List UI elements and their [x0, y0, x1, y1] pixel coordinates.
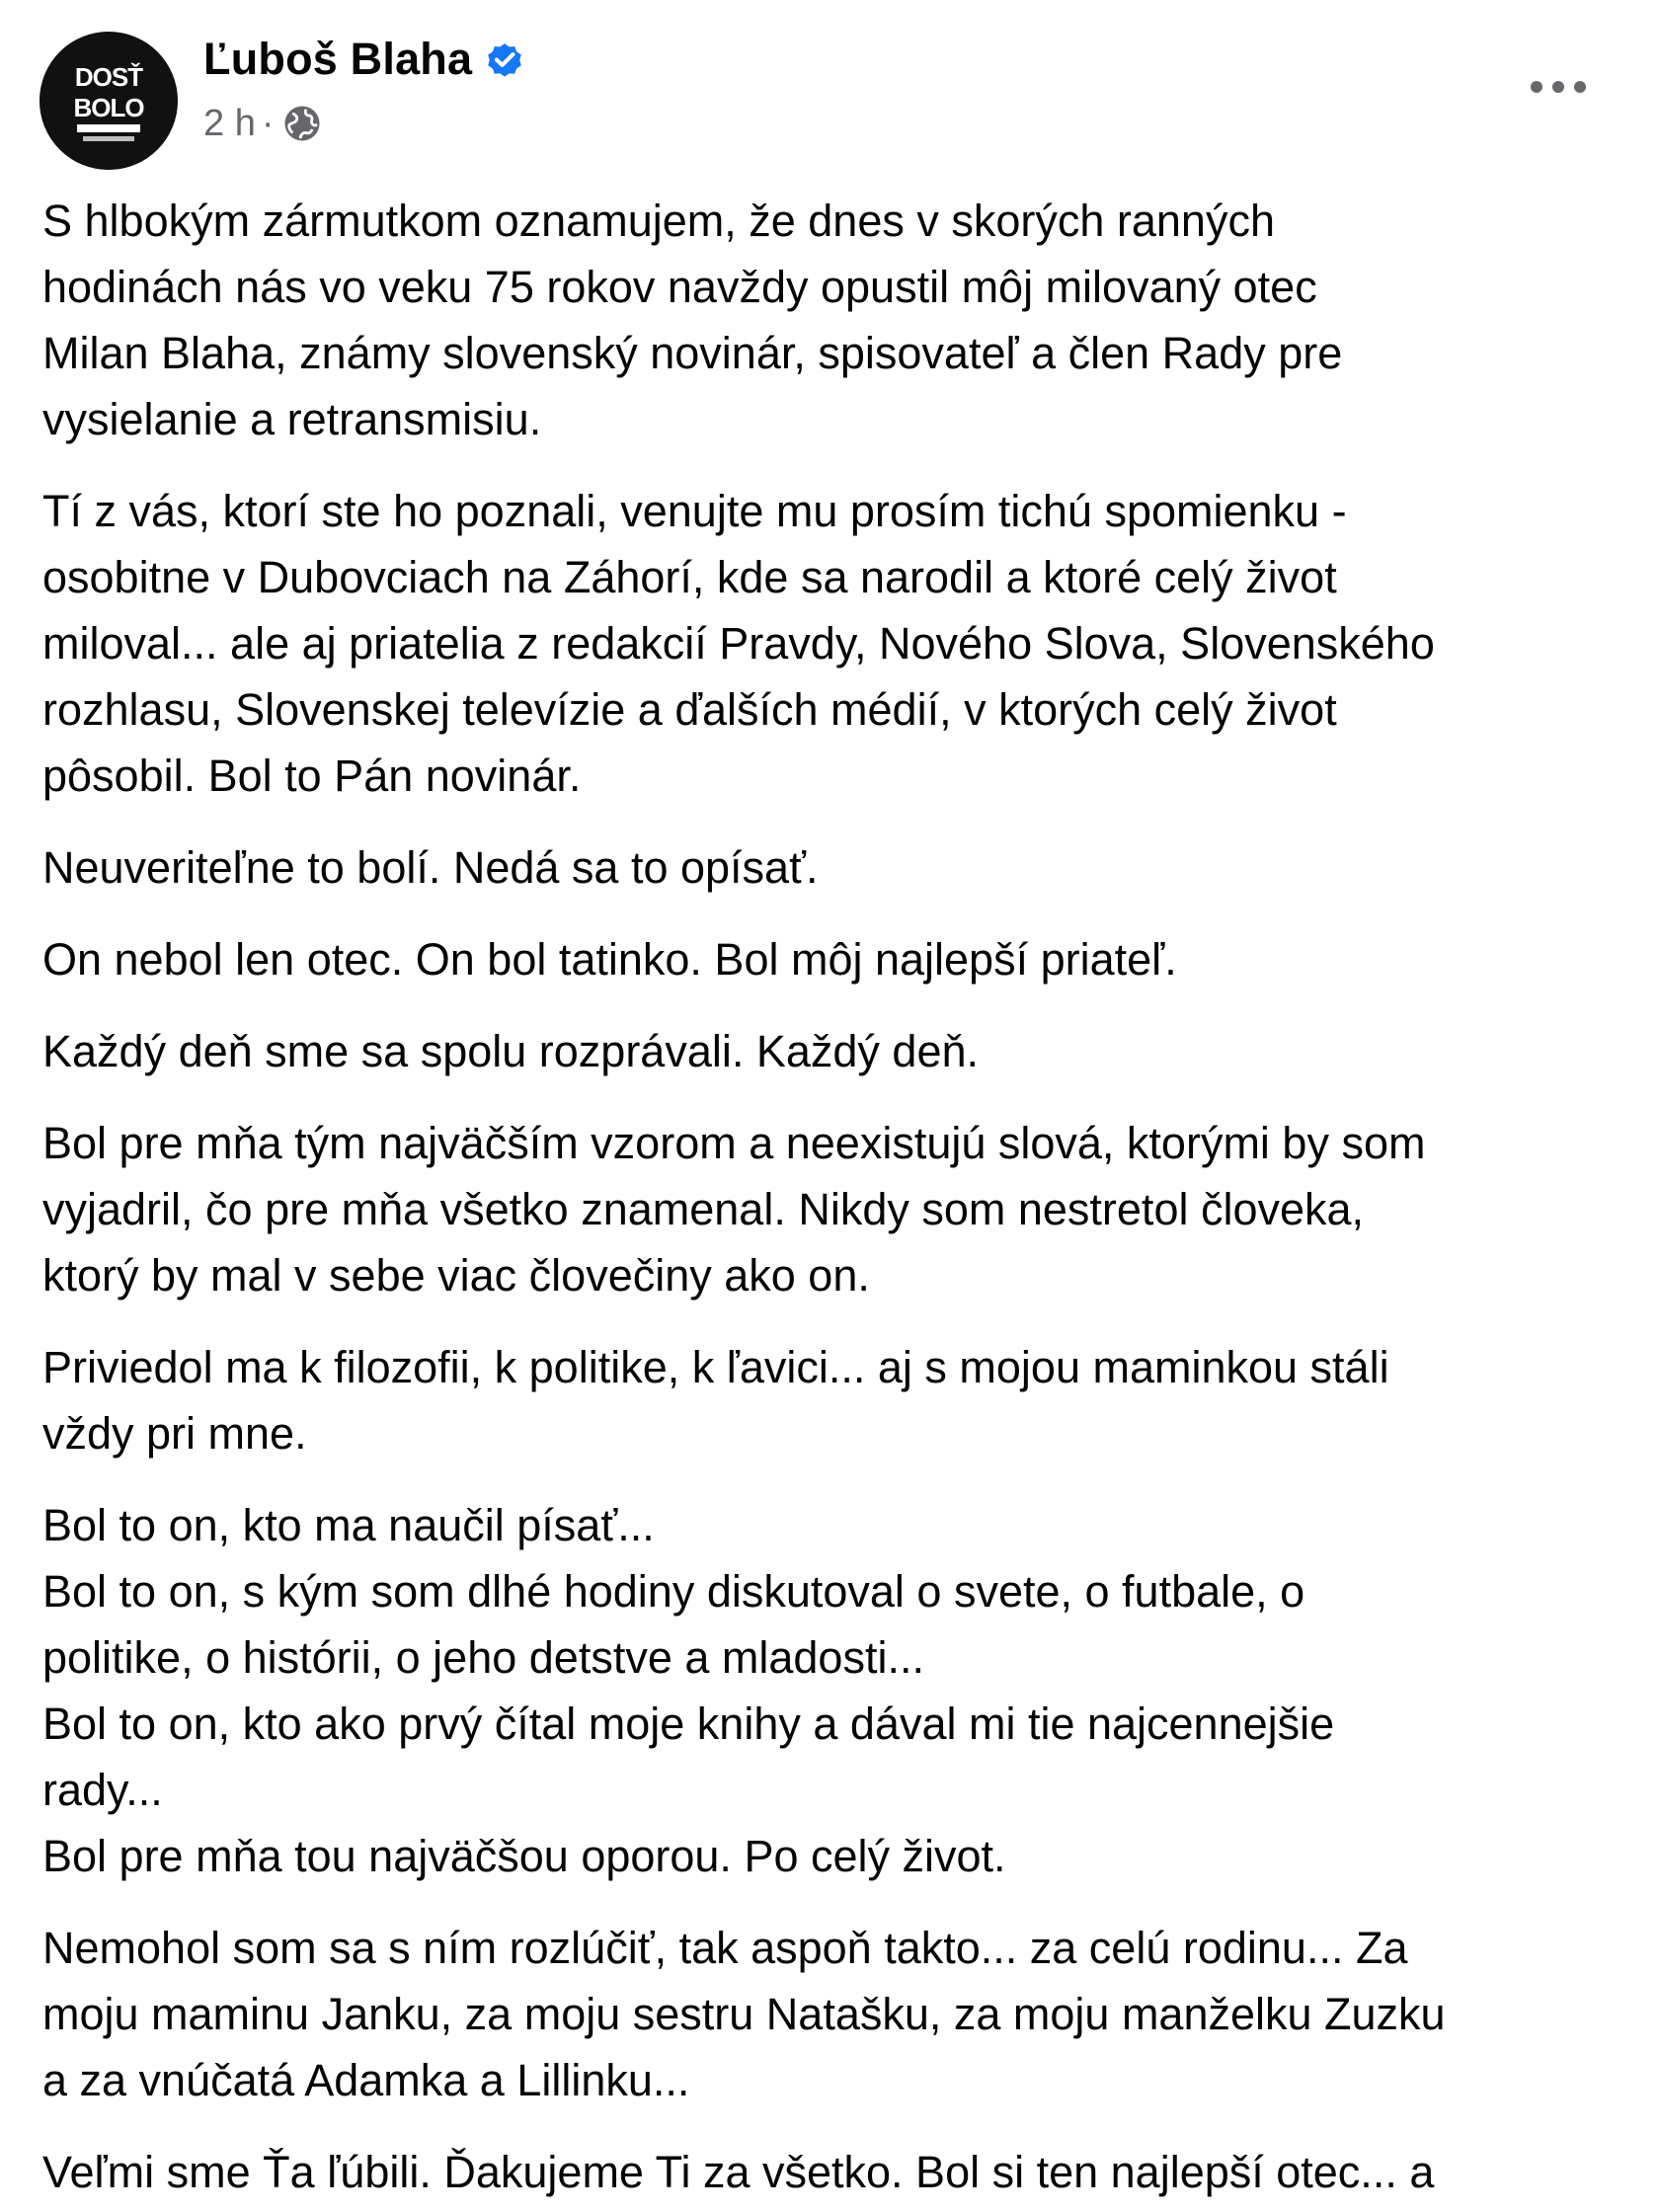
paragraph-line: pôsobil. Bol to Pán novinár.	[42, 750, 582, 801]
post-text	[42, 188, 1622, 2212]
avatar-logo-bar	[77, 124, 140, 132]
avatar-logo-bar-small	[83, 136, 134, 141]
post-paragraph	[42, 1334, 1622, 1466]
dost-bolo-logo	[40, 32, 178, 170]
post-paragraph	[42, 1492, 1622, 1889]
paragraph-line: Veľmi sme Ťa ľúbili. Ďakujeme Ti za všetko. Bol si ten najlepší otec... a	[42, 2147, 1435, 2197]
post-paragraph	[42, 834, 1622, 901]
paragraph-line: On nebol len otec. On bol tatinko. Bol môj najlepší priateľ.	[42, 934, 1177, 985]
paragraph-line: ktorý by mal v sebe viac človečiny ako on.	[42, 1250, 870, 1301]
post-paragraph	[42, 1915, 1622, 2113]
post-time[interactable]: 2 h	[203, 102, 256, 144]
paragraph-line: vysielanie a retransmisiu.	[42, 394, 542, 444]
paragraph-line: Milan Blaha, známy slovenský novinár, spisovateľ a člen Rady pre	[42, 328, 1343, 378]
post-paragraph	[42, 188, 1622, 452]
paragraph-line: vždy pri mne.	[42, 1408, 307, 1459]
paragraph-line: Neuveriteľne to bolí. Nedá sa to opísať.	[42, 842, 819, 893]
paragraph-line: Priviedol ma k filozofii, k politike, k ľavici... aj s mojou maminkou stáli	[42, 1342, 1389, 1392]
post-header	[0, 0, 1659, 178]
paragraph-line: Každý deň sme sa spolu rozprávali. Každý deň.	[42, 1026, 980, 1076]
paragraph-line: Bol pre mňa tým najväčším vzorom a neexistujú slová, ktorými by som	[42, 1118, 1426, 1168]
verified-badge-icon	[484, 39, 525, 80]
paragraph-line: osobitne v Dubovciach na Záhorí, kde sa narodil a ktoré celý život	[42, 552, 1337, 602]
avatar-logo-top-text: DOSŤ	[74, 62, 143, 92]
paragraph-line: hodinách nás vo veku 75 rokov navždy opustil môj milovaný otec	[42, 262, 1317, 312]
post-meta	[203, 99, 323, 148]
paragraph-line: Nemohol som sa s ním rozlúčiť, tak aspoň takto... za celú rodinu... Za	[42, 1923, 1408, 1973]
post-paragraph	[42, 2139, 1622, 2205]
avatar-logo-bottom-text: BOLO	[73, 93, 144, 122]
author-name[interactable]: Ľuboš Blaha	[203, 34, 473, 84]
paragraph-line: Bol to on, kto ako prvý čítal moje knihy a dával mi tie najcennejšie	[42, 1698, 1335, 1749]
paragraph-line: Bol to on, s kým som dlhé hodiny diskutoval o svete, o futbale, o	[42, 1566, 1305, 1617]
paragraph-line: Tí z vás, ktorí ste ho poznali, venujte mu prosím tichú spomienku -	[42, 486, 1347, 536]
more-horizontal-icon	[1529, 79, 1588, 95]
post-paragraph	[42, 478, 1622, 809]
author-line	[203, 30, 525, 89]
paragraph-line: vyjadril, čo pre mňa všetko znamenal. Nikdy som nestretol človeka,	[42, 1184, 1365, 1234]
paragraph-line: S hlbokým zármutkom oznamujem, že dnes v skorých ranných	[42, 196, 1275, 246]
paragraph-line: moju maminu Janku, za moju sestru Natašku, za moju manželku Zuzku	[42, 1989, 1446, 2039]
meta-separator: ·	[261, 102, 275, 144]
globe-icon[interactable]	[281, 103, 323, 144]
avatar[interactable]	[40, 32, 178, 170]
post-options-button[interactable]	[1511, 55, 1606, 118]
paragraph-line: miloval... ale aj priatelia z redakcií Pravdy, Nového Slova, Slovenského	[42, 618, 1435, 669]
paragraph-line: Bol pre mňa tou najväčšou oporou. Po celý život.	[42, 1831, 1006, 1881]
post-paragraph	[42, 926, 1622, 992]
paragraph-line: politike, o histórii, o jeho detstve a mladosti...	[42, 1632, 924, 1683]
paragraph-line: a za vnúčatá Adamka a Lillinku...	[42, 2055, 690, 2105]
paragraph-line: rady...	[42, 1765, 163, 1815]
post-paragraph	[42, 1110, 1622, 1308]
paragraph-line: rozhlasu, Slovenskej televízie a ďalších médií, v ktorých celý život	[42, 684, 1337, 735]
paragraph-line: Bol to on, kto ma naučil písať...	[42, 1500, 655, 1550]
post-paragraph	[42, 1018, 1622, 1084]
